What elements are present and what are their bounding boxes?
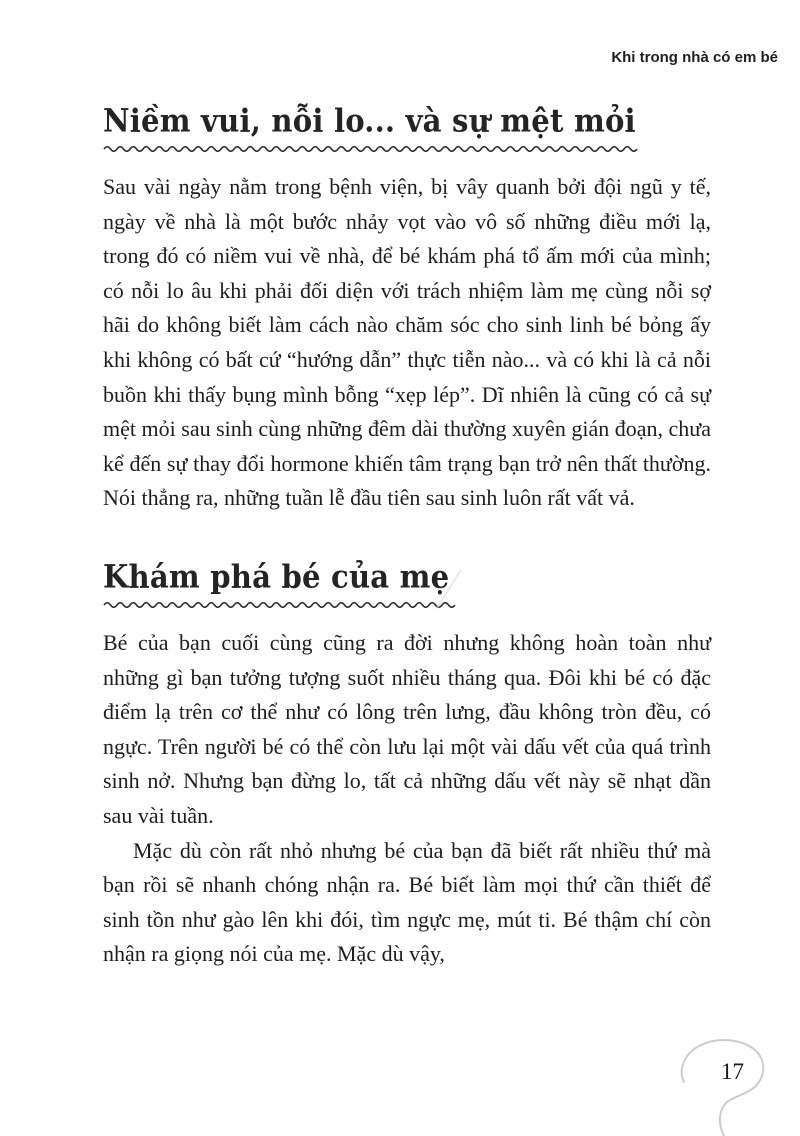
- paragraph: Bé của bạn cuối cùng cũng ra đời nhưng không hoàn toàn như những gì bạn tưởng tượng suốt nhiều tháng qua. Đôi khi bé có đặc điểm lạ trên cơ thể như có lông trên lưng, đầu không tròn đều, có ngực. Trên người bé có thể còn lưu lại một vài dấu vết của quá trình sinh nở. Nhưng bạn đừng lo, tất cả những dấu vết này sẽ nhạt dần sau vài tuần.: [103, 629, 711, 828]
- paragraph: Sau vài ngày nằm trong bệnh viện, bị vây quanh bởi đội ngũ y tế, ngày về nhà là một bước nhảy vọt vào vô số những điều mới lạ, trong đó có niềm vui về nhà, để bé khám phá tổ ấm mới của mình; có nỗi lo âu khi phải đối diện với trách nhiệm làm mẹ cùng nỗi sợ hãi do không biết làm cách nào chăm sóc cho sinh linh bé bỏng ấy khi không có bất cứ “hướng dẫn” thực tiễn nào... và có khi là cả nỗi buồn khi thấy bụng mình bỗng “xẹp lép”. Dĩ nhiên là cũng có cả sự mệt mỏi sau sinh cùng những đêm dài thường xuyên gián đoạn, chưa kể đến sự thay đổi hormone khiến tâm trạng bạn trở nên thất thường. Nói thẳng ra, những tuần lễ đầu tiên sau sinh luôn rất vất vả.: [103, 174, 711, 511]
- wavy-underline-icon: [103, 600, 711, 610]
- page-number: 17: [721, 1059, 744, 1084]
- section-heading: [103, 558, 693, 598]
- page-content: [103, 104, 711, 972]
- section-heading-text: Khám phá bé của mẹ: [103, 558, 450, 596]
- section-joy-worry-tiredness: [103, 104, 711, 516]
- section-heading-text: Niềm vui, nỗi lo... và sự mệt mỏi: [103, 102, 636, 140]
- running-header: Khi trong nhà có em bé: [611, 49, 778, 66]
- curl-doodle-icon: [674, 1038, 786, 1136]
- paragraph: Mặc dù còn rất nhỏ nhưng bé của bạn đã biết rất nhiều thứ mà bạn rồi sẽ nhanh chóng nhận ra. Bé biết làm mọi thứ cần thiết để sinh tồn như gào lên khi đói, tìm ngực mẹ, mút ti. Bé thậm chí còn nhận ra giọng nói của mẹ. Mặc dù vậy,: [103, 837, 711, 967]
- wavy-underline-icon: [103, 144, 711, 154]
- section-heading: [103, 102, 693, 142]
- section-discover-your-baby: [103, 560, 711, 972]
